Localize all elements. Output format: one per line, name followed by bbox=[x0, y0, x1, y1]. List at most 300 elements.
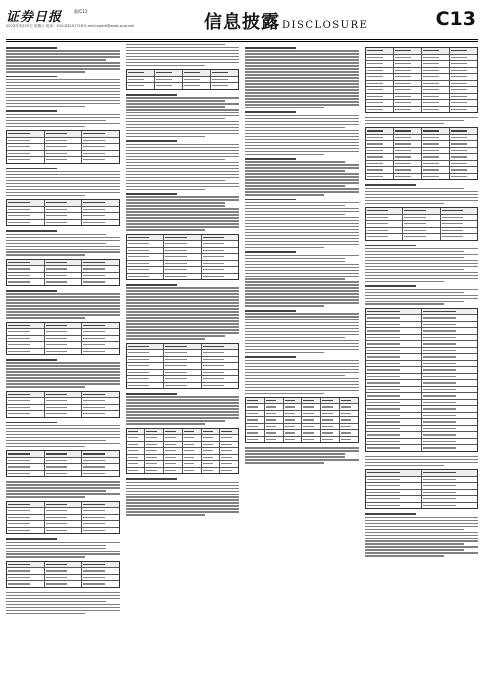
table-cell bbox=[366, 406, 422, 412]
table-cell bbox=[302, 398, 321, 404]
text-line bbox=[6, 249, 120, 250]
table-cell bbox=[394, 74, 422, 80]
text-line bbox=[365, 295, 479, 296]
text-line bbox=[126, 153, 240, 154]
subheading-line bbox=[245, 47, 296, 49]
data-table bbox=[126, 69, 240, 90]
text-line bbox=[6, 174, 120, 175]
text-line bbox=[6, 592, 120, 593]
table-cell bbox=[7, 451, 45, 457]
table-cell bbox=[403, 228, 441, 234]
text-line bbox=[245, 121, 359, 122]
table-cell bbox=[450, 107, 477, 113]
text-line bbox=[245, 381, 359, 382]
table-row bbox=[366, 234, 478, 240]
table-cell bbox=[366, 135, 394, 141]
data-table bbox=[365, 127, 479, 180]
text-line bbox=[126, 180, 226, 181]
text-line bbox=[245, 258, 345, 259]
text-line bbox=[126, 165, 240, 166]
table-cell bbox=[246, 404, 265, 410]
text-line bbox=[245, 214, 345, 215]
text-line bbox=[245, 226, 359, 227]
table-cell bbox=[45, 273, 83, 279]
text-line bbox=[245, 456, 345, 457]
table-cell bbox=[164, 363, 202, 369]
text-line bbox=[126, 109, 240, 110]
table-cell bbox=[164, 455, 183, 461]
text-line bbox=[6, 234, 106, 235]
table-cell bbox=[366, 413, 422, 419]
text-line bbox=[365, 123, 444, 124]
text-line bbox=[126, 56, 240, 57]
table-cell bbox=[422, 400, 477, 406]
text-line bbox=[245, 92, 359, 93]
section-title bbox=[204, 8, 368, 34]
table-cell bbox=[366, 221, 404, 227]
text-line bbox=[365, 540, 479, 541]
table-cell bbox=[394, 107, 422, 113]
subheading-line bbox=[6, 538, 57, 540]
text-line bbox=[126, 502, 240, 503]
table-cell bbox=[164, 235, 202, 241]
table-cell bbox=[302, 404, 321, 410]
table-cell bbox=[7, 581, 45, 587]
text-line bbox=[126, 211, 240, 212]
table-cell bbox=[7, 575, 45, 581]
text-line bbox=[126, 159, 226, 160]
table-cell bbox=[422, 87, 450, 93]
text-line bbox=[365, 289, 479, 290]
table-cell bbox=[82, 392, 119, 398]
table-cell bbox=[422, 48, 450, 54]
table-cell bbox=[45, 131, 83, 137]
text-line bbox=[126, 174, 240, 175]
text-line bbox=[126, 97, 240, 98]
text-line bbox=[365, 194, 479, 195]
table-cell bbox=[164, 429, 183, 435]
table-cell bbox=[422, 161, 450, 167]
table-cell bbox=[265, 437, 284, 443]
table-cell bbox=[422, 393, 477, 399]
table-row bbox=[127, 274, 239, 280]
text-line bbox=[245, 328, 359, 329]
table-cell bbox=[366, 228, 404, 234]
table-cell bbox=[7, 336, 45, 342]
table-row bbox=[7, 279, 119, 285]
table-cell bbox=[45, 336, 83, 342]
text-line bbox=[6, 79, 120, 80]
text-line bbox=[245, 235, 359, 236]
text-line bbox=[245, 145, 359, 146]
text-line bbox=[245, 98, 359, 99]
subheading-line bbox=[126, 94, 177, 96]
table-cell bbox=[450, 174, 477, 180]
table-cell bbox=[321, 404, 340, 410]
text-line bbox=[245, 261, 345, 262]
subheading-line bbox=[365, 513, 416, 515]
table-cell bbox=[45, 515, 83, 521]
text-line bbox=[245, 378, 359, 379]
text-line bbox=[365, 203, 444, 204]
table-cell bbox=[450, 61, 477, 67]
subheading-line bbox=[6, 230, 57, 232]
table-cell bbox=[183, 448, 202, 454]
table-cell bbox=[366, 335, 422, 341]
text-line bbox=[245, 62, 359, 63]
text-line bbox=[6, 85, 120, 86]
table-cell bbox=[202, 357, 239, 363]
table-cell bbox=[422, 100, 450, 106]
table-cell bbox=[45, 266, 83, 272]
table-cell bbox=[450, 55, 477, 61]
data-table bbox=[6, 450, 120, 477]
text-line bbox=[245, 83, 359, 84]
table-cell bbox=[366, 141, 394, 147]
text-line bbox=[126, 326, 240, 327]
table-cell bbox=[7, 464, 45, 470]
text-line bbox=[126, 47, 240, 48]
text-line bbox=[365, 197, 479, 198]
subheading-line bbox=[245, 356, 296, 358]
table-cell bbox=[422, 107, 450, 113]
table-cell bbox=[422, 374, 477, 380]
table-cell bbox=[246, 411, 265, 417]
table-cell bbox=[45, 508, 83, 514]
subheading-line bbox=[6, 110, 57, 112]
text-line bbox=[365, 535, 479, 536]
table-cell bbox=[366, 61, 394, 67]
text-line bbox=[245, 220, 359, 221]
text-line bbox=[245, 191, 359, 192]
table-cell bbox=[127, 235, 165, 241]
table-cell bbox=[246, 437, 265, 443]
table-cell bbox=[450, 161, 477, 167]
table-cell bbox=[45, 144, 83, 150]
text-line bbox=[6, 103, 120, 104]
text-line bbox=[6, 254, 85, 255]
table-cell bbox=[366, 393, 422, 399]
data-table bbox=[6, 199, 120, 226]
text-line bbox=[126, 335, 226, 336]
table-cell bbox=[45, 213, 83, 219]
table-cell bbox=[7, 273, 45, 279]
data-table bbox=[365, 207, 479, 241]
text-line bbox=[6, 314, 120, 315]
text-line bbox=[245, 278, 345, 279]
text-line bbox=[245, 104, 359, 105]
section-title-en: DISCLOSURE bbox=[282, 20, 369, 31]
text-line bbox=[6, 311, 120, 312]
table-cell bbox=[164, 274, 202, 280]
table-cell bbox=[366, 361, 422, 367]
table-cell bbox=[82, 220, 119, 226]
text-line bbox=[6, 117, 120, 118]
data-table bbox=[365, 308, 479, 452]
table-cell bbox=[450, 135, 477, 141]
table-cell bbox=[220, 455, 238, 461]
table-cell bbox=[394, 154, 422, 160]
table-cell bbox=[302, 411, 321, 417]
data-table bbox=[6, 322, 120, 356]
table-cell bbox=[366, 445, 422, 451]
text-line bbox=[6, 293, 120, 294]
text-line bbox=[365, 257, 465, 258]
table-cell bbox=[366, 470, 422, 476]
table-cell bbox=[340, 404, 358, 410]
text-line bbox=[126, 147, 240, 148]
subheading-line bbox=[245, 111, 296, 113]
table-cell bbox=[164, 442, 183, 448]
column-2 bbox=[126, 44, 240, 692]
table-cell bbox=[394, 68, 422, 74]
text-line bbox=[365, 292, 465, 293]
table-cell bbox=[220, 429, 238, 435]
text-line bbox=[6, 551, 120, 552]
text-line bbox=[126, 320, 240, 321]
table-cell bbox=[164, 357, 202, 363]
text-line bbox=[6, 437, 120, 438]
text-line bbox=[6, 428, 120, 429]
table-cell bbox=[45, 521, 83, 527]
table-cell bbox=[265, 417, 284, 423]
table-cell bbox=[422, 483, 477, 489]
text-line bbox=[126, 189, 205, 190]
table-cell bbox=[366, 341, 422, 347]
table-cell bbox=[403, 221, 441, 227]
text-line bbox=[245, 77, 359, 78]
text-line bbox=[6, 545, 106, 546]
table-cell bbox=[202, 442, 221, 448]
table-cell bbox=[82, 521, 119, 527]
text-line bbox=[6, 481, 120, 482]
text-line bbox=[365, 526, 479, 527]
subheading-line bbox=[365, 184, 416, 186]
table-cell bbox=[127, 442, 146, 448]
table-cell bbox=[284, 411, 303, 417]
table-cell bbox=[82, 200, 119, 206]
table-cell bbox=[366, 234, 404, 240]
text-line bbox=[6, 496, 85, 497]
text-line bbox=[6, 443, 120, 444]
table-cell bbox=[422, 328, 477, 334]
text-line bbox=[245, 115, 359, 116]
text-line bbox=[245, 360, 359, 361]
table-cell bbox=[366, 419, 422, 425]
table-cell bbox=[321, 424, 340, 430]
subheading-line bbox=[6, 422, 57, 424]
text-line bbox=[365, 200, 479, 201]
table-cell bbox=[422, 503, 477, 509]
text-line bbox=[245, 202, 359, 203]
subheading-line bbox=[6, 47, 57, 49]
text-line bbox=[245, 293, 359, 294]
table-row bbox=[7, 471, 119, 477]
table-cell bbox=[82, 213, 119, 219]
table-cell bbox=[220, 442, 238, 448]
table-cell bbox=[183, 461, 202, 467]
text-line bbox=[6, 56, 120, 57]
text-line bbox=[365, 269, 465, 270]
table-cell bbox=[366, 315, 422, 321]
text-line bbox=[126, 514, 205, 515]
table-row bbox=[366, 107, 478, 113]
table-cell bbox=[366, 161, 394, 167]
masthead-rule-thin bbox=[6, 41, 478, 42]
table-cell bbox=[394, 167, 422, 173]
table-cell bbox=[340, 398, 358, 404]
table-cell bbox=[394, 55, 422, 61]
text-line bbox=[245, 148, 359, 149]
table-cell bbox=[366, 174, 394, 180]
text-line bbox=[245, 343, 359, 344]
text-line bbox=[365, 543, 465, 544]
text-line bbox=[6, 484, 120, 485]
text-line bbox=[126, 124, 240, 125]
text-line bbox=[245, 142, 359, 143]
table-cell bbox=[403, 208, 441, 214]
table-cell bbox=[284, 398, 303, 404]
text-line bbox=[245, 194, 324, 195]
table-cell bbox=[45, 411, 83, 417]
text-line bbox=[6, 183, 120, 184]
subheading-line bbox=[6, 76, 57, 78]
table-cell bbox=[145, 461, 164, 467]
table-cell bbox=[403, 215, 441, 221]
text-line bbox=[126, 59, 240, 60]
table-cell bbox=[145, 448, 164, 454]
text-line bbox=[6, 189, 120, 190]
text-line bbox=[126, 144, 240, 145]
table-cell bbox=[127, 254, 165, 260]
table-cell bbox=[164, 267, 202, 273]
table-cell bbox=[7, 349, 45, 355]
table-cell bbox=[422, 341, 477, 347]
text-line bbox=[365, 120, 465, 121]
text-line bbox=[126, 405, 240, 406]
table-cell bbox=[82, 502, 119, 508]
table-cell bbox=[82, 562, 119, 568]
table-cell bbox=[422, 55, 450, 61]
table-cell bbox=[422, 470, 477, 476]
text-line bbox=[245, 170, 345, 171]
table-cell bbox=[82, 515, 119, 521]
table-cell bbox=[284, 437, 303, 443]
table-cell bbox=[403, 234, 441, 240]
text-line bbox=[245, 139, 359, 140]
table-cell bbox=[155, 70, 183, 76]
table-cell bbox=[7, 521, 45, 527]
table-cell bbox=[422, 174, 450, 180]
subheading-line bbox=[6, 168, 57, 170]
table-cell bbox=[145, 455, 164, 461]
text-line bbox=[6, 50, 120, 51]
table-cell bbox=[45, 349, 83, 355]
text-line bbox=[126, 411, 240, 412]
table-cell bbox=[394, 61, 422, 67]
text-line bbox=[6, 380, 120, 381]
text-line bbox=[245, 74, 359, 75]
text-line bbox=[6, 126, 85, 127]
table-cell bbox=[202, 376, 239, 382]
text-line bbox=[126, 115, 240, 116]
table-cell bbox=[145, 442, 164, 448]
text-line bbox=[126, 494, 240, 495]
table-cell bbox=[82, 279, 119, 285]
text-line bbox=[245, 223, 359, 224]
text-line bbox=[126, 417, 240, 418]
text-line bbox=[6, 556, 85, 557]
table-cell bbox=[422, 128, 450, 134]
text-line bbox=[365, 188, 465, 189]
table-cell bbox=[164, 254, 202, 260]
subheading-line bbox=[365, 285, 416, 287]
table-row bbox=[7, 581, 119, 587]
text-line bbox=[6, 59, 106, 60]
table-cell bbox=[202, 241, 239, 247]
subheading-line bbox=[126, 140, 177, 142]
text-line bbox=[365, 549, 465, 550]
text-line bbox=[245, 334, 359, 335]
text-line bbox=[6, 434, 120, 435]
text-line bbox=[126, 488, 240, 489]
text-line bbox=[245, 284, 359, 285]
table-cell bbox=[441, 208, 478, 214]
text-line bbox=[245, 316, 359, 317]
table-cell bbox=[366, 167, 394, 173]
table-cell bbox=[422, 94, 450, 100]
table-cell bbox=[145, 435, 164, 441]
text-line bbox=[365, 260, 479, 261]
table-cell bbox=[366, 48, 394, 54]
text-line bbox=[245, 95, 359, 96]
text-line bbox=[245, 296, 359, 297]
table-cell bbox=[422, 361, 477, 367]
subheading-line bbox=[6, 359, 57, 361]
text-line bbox=[126, 162, 240, 163]
text-line bbox=[126, 511, 240, 512]
text-line bbox=[245, 182, 359, 183]
table-cell bbox=[45, 151, 83, 157]
text-line bbox=[6, 431, 120, 432]
table-cell bbox=[422, 419, 477, 425]
table-cell bbox=[7, 508, 45, 514]
table-cell bbox=[127, 350, 165, 356]
table-cell bbox=[7, 279, 45, 285]
table-cell bbox=[422, 354, 477, 360]
table-cell bbox=[202, 274, 239, 280]
table-cell bbox=[155, 77, 183, 83]
text-line bbox=[245, 176, 359, 177]
text-line bbox=[245, 447, 359, 448]
table-cell bbox=[82, 349, 119, 355]
data-table bbox=[365, 47, 479, 113]
table-cell bbox=[246, 430, 265, 436]
text-line bbox=[126, 53, 240, 54]
table-cell bbox=[220, 448, 238, 454]
text-line bbox=[365, 275, 479, 276]
text-line bbox=[245, 387, 359, 388]
table-cell bbox=[366, 490, 422, 496]
table-cell bbox=[366, 367, 422, 373]
text-line bbox=[126, 485, 240, 486]
table-cell bbox=[155, 83, 183, 89]
section-title-cn: 信息披露 bbox=[204, 12, 280, 33]
table-cell bbox=[422, 141, 450, 147]
text-line bbox=[126, 62, 240, 63]
table-cell bbox=[321, 411, 340, 417]
text-line bbox=[245, 302, 359, 303]
